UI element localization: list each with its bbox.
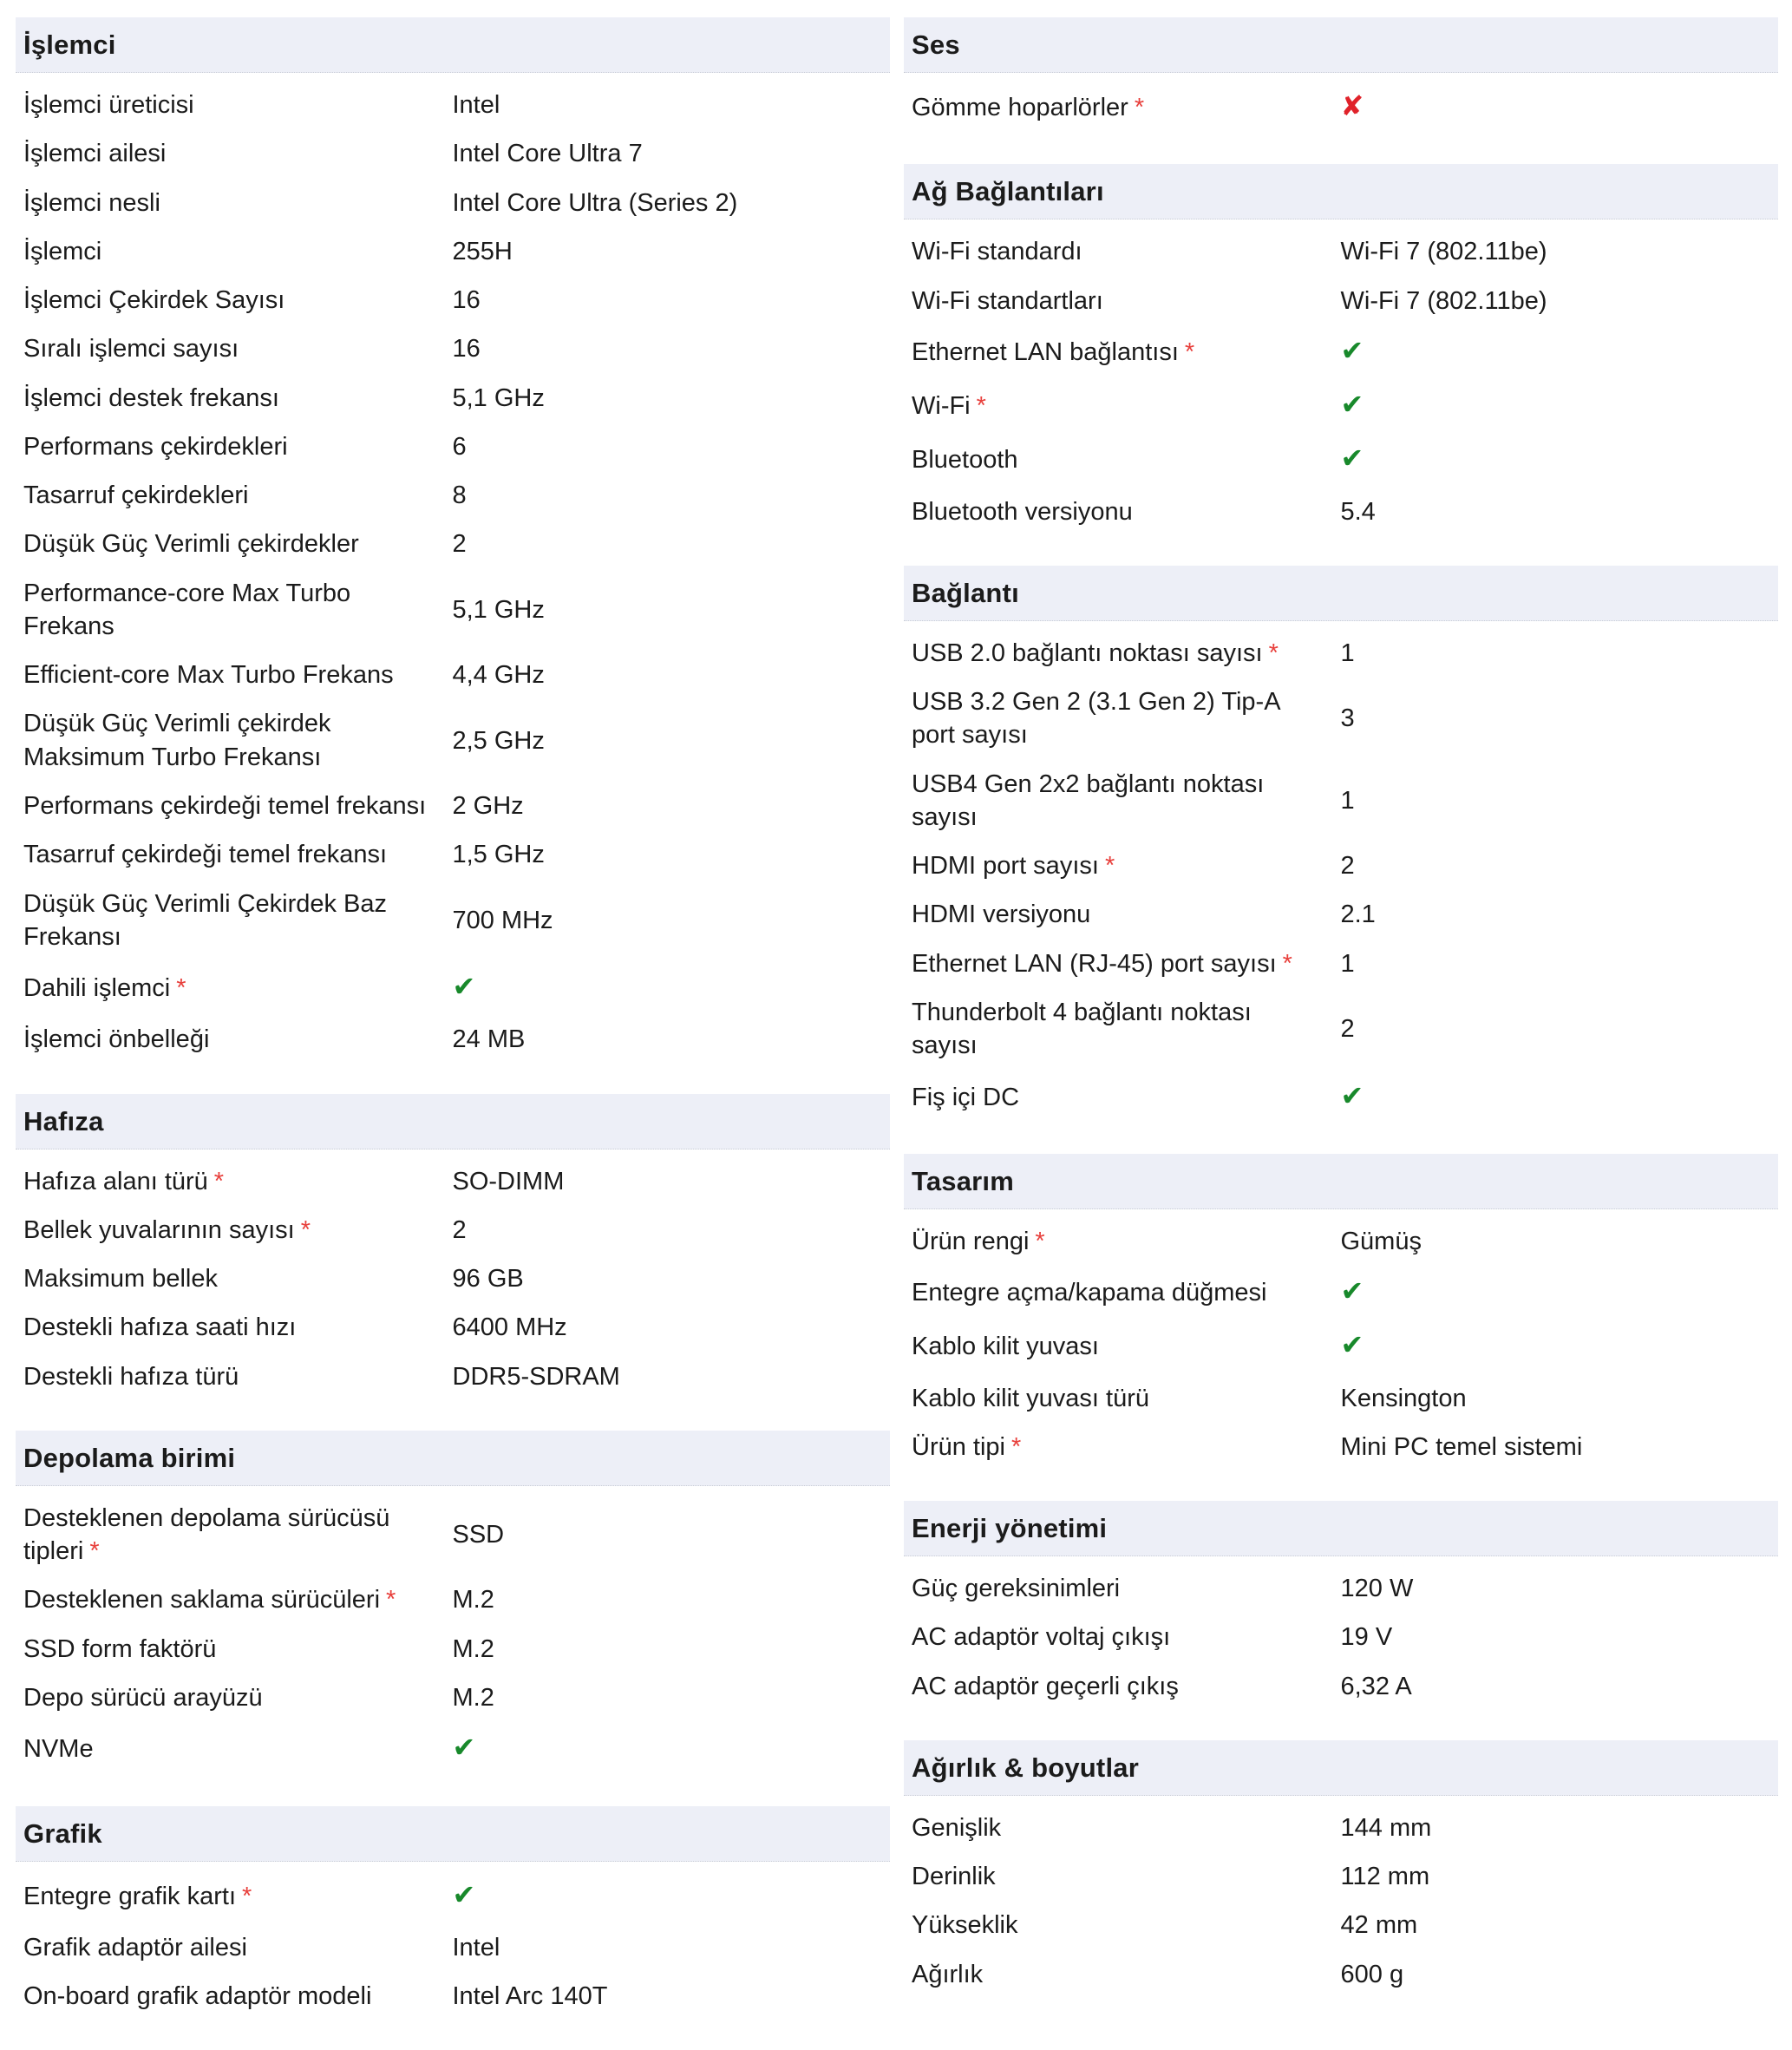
spec-value: 2	[452, 1215, 467, 1244]
spec-value: M.2	[452, 1634, 494, 1663]
spec-value: 5,1 GHz	[452, 383, 545, 412]
spec-row	[904, 629, 1778, 678]
spec-row	[904, 1613, 1778, 1661]
spec-row	[16, 520, 890, 568]
spec-label: Ethernet LAN bağlantısı *	[912, 337, 1195, 366]
spec-value: 600 g	[1340, 1960, 1404, 1988]
spec-value: Gümüş	[1340, 1227, 1422, 1255]
spec-value: 8	[452, 481, 467, 510]
required-asterisk: *	[213, 1167, 225, 1195]
spec-label: Hafıza alanı türü *	[23, 1167, 225, 1195]
spec-value	[1341, 1330, 1779, 1363]
spec-label: USB 3.2 Gen 2 (3.1 Gen 2) Tip-A port sayısı	[912, 688, 1279, 750]
cross-icon: ✘	[1340, 90, 1364, 121]
spec-row	[16, 276, 890, 324]
spec-value: Intel	[452, 91, 500, 119]
spec-row	[904, 1071, 1778, 1124]
spec-row	[904, 379, 1778, 433]
spec-value: 700 MHz	[452, 906, 553, 934]
spec-value: 16	[452, 335, 481, 363]
check-icon: ✔	[452, 1878, 476, 1910]
spec-label: İşlemci ailesi	[23, 140, 167, 168]
spec-value: Intel Arc 140T	[452, 1982, 608, 2011]
spec-column-right	[904, 17, 1778, 2050]
spec-row	[16, 651, 890, 699]
check-icon: ✔	[1340, 334, 1364, 366]
spec-label: İşlemci önbelleği	[23, 1025, 210, 1054]
spec-row	[904, 1950, 1778, 1999]
spec-value: 112 mm	[1340, 1863, 1430, 1891]
spec-section	[904, 566, 1778, 1124]
spec-row	[904, 277, 1778, 325]
spec-value: DDR5-SDRAM	[452, 1362, 620, 1391]
spec-row	[16, 1673, 890, 1722]
spec-value	[453, 1732, 891, 1765]
spec-row	[16, 569, 890, 652]
spec-row	[16, 1494, 890, 1576]
spec-value	[1341, 443, 1779, 476]
spec-section	[904, 164, 1778, 536]
spec-row	[904, 1852, 1778, 1901]
spec-label: Sıralı işlemci sayısı	[23, 335, 239, 363]
spec-column-left	[16, 17, 890, 2050]
spec-row	[904, 760, 1778, 842]
spec-row	[904, 940, 1778, 988]
spec-row	[904, 1217, 1778, 1266]
spec-label: İşlemci Çekirdek Sayısı	[23, 286, 285, 315]
spec-label: Gömme hoparlörler *	[912, 94, 1145, 121]
required-asterisk: *	[1035, 1227, 1045, 1255]
required-asterisk: *	[176, 974, 186, 1003]
spec-value: SSD	[452, 1521, 505, 1549]
spec-row	[16, 1206, 890, 1254]
spec-label: Güç gereksinimleri	[912, 1575, 1121, 1603]
spec-value	[453, 972, 891, 1005]
spec-label: Ürün rengi *	[912, 1227, 1045, 1255]
spec-label: USB4 Gen 2x2 bağlantı noktası sayısı	[912, 770, 1265, 831]
check-icon: ✔	[1340, 1275, 1364, 1307]
required-asterisk: *	[1104, 852, 1115, 881]
spec-label: Bellek yuvalarının sayısı *	[23, 1215, 311, 1244]
spec-value: 5.4	[1340, 497, 1376, 526]
spec-label: Bluetooth versiyonu	[912, 497, 1133, 526]
spec-value: 3	[1340, 704, 1355, 733]
spec-label: Desteklenen saklama sürücüleri *	[23, 1586, 396, 1614]
spec-value: 2	[452, 530, 467, 559]
spec-row	[16, 1625, 890, 1673]
spec-label: Depo sürücü arayüzü	[23, 1683, 263, 1712]
spec-label: Yükseklik	[912, 1911, 1018, 1940]
spec-row	[16, 782, 890, 830]
spec-value: 1	[1340, 949, 1355, 978]
section-title: Depolama birimi	[16, 1431, 890, 1486]
spec-label: Destekli hafıza saati hızı	[23, 1313, 297, 1342]
required-asterisk: *	[1184, 337, 1195, 366]
spec-label: İşlemci	[23, 237, 102, 265]
spec-value	[453, 1880, 891, 1913]
spec-section	[904, 17, 1778, 134]
spec-section	[16, 1806, 890, 2021]
spec-row	[16, 830, 890, 879]
spec-row	[904, 81, 1778, 134]
section-title: Ses	[904, 17, 1778, 73]
spec-label: Grafik adaptör ailesi	[23, 1933, 247, 1962]
spec-label: Desteklenen depolama sürücüsü tipleri *	[23, 1503, 390, 1566]
spec-label: Düşük Güç Verimli Çekirdek Baz Frekansı	[23, 889, 388, 951]
spec-value: 1,5 GHz	[452, 841, 545, 869]
spec-section	[16, 1094, 890, 1401]
spec-label: Fiş içi DC	[912, 1083, 1020, 1111]
spec-row	[904, 1320, 1778, 1373]
spec-label: Performans çekirdekleri	[23, 432, 288, 461]
check-icon: ✔	[452, 1732, 476, 1764]
spec-value: 24 MB	[452, 1025, 526, 1054]
spec-label: İşlemci nesli	[23, 188, 160, 217]
spec-row	[904, 325, 1778, 379]
spec-value	[1341, 1276, 1779, 1309]
spec-row	[904, 488, 1778, 536]
check-icon: ✔	[452, 971, 476, 1003]
spec-row	[904, 1423, 1778, 1471]
spec-label: Efficient-core Max Turbo Frekans	[23, 661, 394, 690]
spec-label: Wi-Fi standartları	[912, 286, 1103, 315]
spec-label: Wi-Fi *	[912, 392, 986, 421]
spec-row	[904, 227, 1778, 276]
spec-value: 255H	[452, 237, 513, 265]
spec-label: Ethernet LAN (RJ-45) port sayısı *	[912, 949, 1292, 978]
required-asterisk: *	[89, 1537, 100, 1566]
spec-value	[1341, 1081, 1779, 1114]
spec-label: İşlemci destek frekansı	[23, 383, 279, 412]
spec-value: 120 W	[1340, 1575, 1414, 1603]
section-title: Ağ Bağlantıları	[904, 164, 1778, 219]
spec-label: Performans çekirdeği temel frekansı	[23, 791, 427, 820]
spec-row	[16, 374, 890, 422]
spec-section	[904, 1154, 1778, 1471]
spec-row	[904, 433, 1778, 487]
spec-row	[904, 1374, 1778, 1423]
spec-value: M.2	[452, 1586, 494, 1614]
section-title: Tasarım	[904, 1154, 1778, 1209]
spec-label: Düşük Güç Verimli çekirdek Maksimum Turbo Frekansı	[23, 710, 331, 771]
spec-label: Kablo kilit yuvası	[912, 1333, 1099, 1361]
spec-row	[16, 699, 890, 782]
spec-value: 2	[1340, 1015, 1355, 1044]
required-asterisk: *	[386, 1586, 396, 1614]
spec-value: 16	[452, 286, 481, 315]
required-asterisk: *	[1134, 94, 1145, 121]
spec-value: Intel Core Ultra (Series 2)	[452, 188, 738, 217]
spec-section	[904, 1501, 1778, 1711]
spec-value: 1	[1340, 786, 1355, 815]
spec-row	[16, 961, 890, 1015]
section-title: Enerji yönetimi	[904, 1501, 1778, 1556]
spec-label: Entegre açma/kapama düğmesi	[912, 1279, 1267, 1307]
spec-row	[904, 1564, 1778, 1613]
spec-value	[1341, 390, 1779, 422]
check-icon: ✔	[1340, 442, 1364, 475]
spec-value	[1341, 91, 1779, 124]
required-asterisk: *	[1282, 949, 1292, 978]
spec-label: Kablo kilit yuvası türü	[912, 1384, 1150, 1412]
spec-label: On-board grafik adaptör modeli	[23, 1982, 372, 2011]
spec-label: Ağırlık	[912, 1960, 984, 1988]
spec-label: Dahili işlemci *	[23, 974, 186, 1003]
spec-value: 2.1	[1340, 901, 1376, 929]
spec-row	[904, 1901, 1778, 1949]
spec-value: Intel Core Ultra 7	[452, 140, 643, 168]
spec-row	[16, 1722, 890, 1776]
spec-row	[16, 1157, 890, 1206]
spec-value: 6	[452, 432, 467, 461]
spec-row	[16, 227, 890, 276]
spec-label: İşlemci üreticisi	[23, 91, 194, 119]
spec-label: Entegre grafik kartı *	[23, 1882, 252, 1910]
spec-label: Tasarruf çekirdeği temel frekansı	[23, 841, 388, 869]
spec-row	[904, 988, 1778, 1071]
spec-label: Bluetooth	[912, 446, 1018, 475]
spec-row	[16, 1972, 890, 2021]
spec-value: SO-DIMM	[452, 1167, 565, 1195]
spec-value: 2 GHz	[452, 791, 524, 820]
spec-label: AC adaptör geçerli çıkış	[912, 1672, 1179, 1700]
spec-value: Wi-Fi 7 (802.11be)	[1340, 238, 1547, 266]
spec-section	[904, 1740, 1778, 1999]
spec-value: 42 mm	[1340, 1911, 1418, 1940]
spec-value: Intel	[452, 1933, 500, 1962]
spec-value: 2,5 GHz	[452, 726, 545, 755]
spec-row	[16, 1352, 890, 1401]
spec-value: 96 GB	[452, 1265, 524, 1294]
spec-row	[16, 1303, 890, 1352]
spec-value: Kensington	[1340, 1384, 1467, 1412]
spec-label: Maksimum bellek	[23, 1265, 218, 1294]
spec-row	[904, 1804, 1778, 1852]
spec-row	[16, 422, 890, 471]
spec-label: Tasarruf çekirdekleri	[23, 481, 249, 510]
spec-row	[904, 890, 1778, 939]
required-asterisk: *	[300, 1215, 311, 1244]
spec-label: AC adaptör voltaj çıkışı	[912, 1623, 1171, 1652]
spec-label: HDMI port sayısı *	[912, 852, 1115, 881]
spec-value	[1341, 336, 1779, 369]
spec-row	[16, 471, 890, 520]
spec-value: 19 V	[1340, 1623, 1393, 1652]
spec-section	[16, 1431, 890, 1777]
spec-row	[904, 1266, 1778, 1320]
spec-label: Düşük Güç Verimli çekirdekler	[23, 530, 359, 559]
spec-row	[16, 1870, 890, 1923]
section-title: İşlemci	[16, 17, 890, 73]
section-title: Ağırlık & boyutlar	[904, 1740, 1778, 1796]
spec-row	[904, 1662, 1778, 1711]
section-title: Grafik	[16, 1806, 890, 1862]
check-icon: ✔	[1340, 1079, 1364, 1111]
spec-value: M.2	[452, 1683, 494, 1712]
section-title: Hafıza	[16, 1094, 890, 1149]
required-asterisk: *	[242, 1882, 252, 1910]
spec-label: Performance-core Max Turbo Frekans	[23, 579, 351, 640]
check-icon: ✔	[1340, 1329, 1364, 1361]
check-icon: ✔	[1340, 389, 1364, 421]
spec-value: 6400 MHz	[452, 1313, 567, 1342]
spec-row	[904, 842, 1778, 890]
spec-row	[16, 324, 890, 373]
spec-label: Wi-Fi standardı	[912, 238, 1082, 266]
spec-row	[16, 1254, 890, 1303]
spec-value: 4,4 GHz	[452, 661, 545, 690]
spec-row	[16, 129, 890, 178]
spec-value: 144 mm	[1340, 1813, 1432, 1842]
spec-value: 2	[1340, 852, 1355, 881]
spec-value: 5,1 GHz	[452, 595, 545, 624]
spec-value: Mini PC temel sistemi	[1340, 1432, 1583, 1461]
spec-label: HDMI versiyonu	[912, 901, 1091, 929]
spec-value: 6,32 A	[1340, 1672, 1412, 1700]
spec-label: NVMe	[23, 1735, 94, 1764]
spec-label: Ürün tipi *	[912, 1432, 1022, 1461]
spec-label: Thunderbolt 4 bağlantı noktası sayısı	[912, 998, 1252, 1060]
spec-row	[16, 1923, 890, 1972]
spec-row	[16, 880, 890, 962]
spec-row	[16, 1575, 890, 1624]
required-asterisk: *	[1011, 1432, 1022, 1461]
spec-label: Derinlik	[912, 1863, 996, 1891]
spec-row	[16, 81, 890, 129]
spec-label: SSD form faktörü	[23, 1634, 217, 1663]
spec-value: Wi-Fi 7 (802.11be)	[1340, 286, 1547, 315]
spec-value: 1	[1340, 639, 1355, 667]
required-asterisk: *	[1268, 639, 1279, 667]
spec-label: USB 2.0 bağlantı noktası sayısı *	[912, 639, 1279, 667]
section-title: Bağlantı	[904, 566, 1778, 621]
spec-label: Destekli hafıza türü	[23, 1362, 239, 1391]
spec-row	[16, 179, 890, 227]
required-asterisk: *	[976, 392, 986, 421]
spec-section	[16, 17, 890, 1064]
spec-label: Genişlik	[912, 1813, 1002, 1842]
spec-row	[904, 678, 1778, 760]
spec-row	[16, 1015, 890, 1064]
